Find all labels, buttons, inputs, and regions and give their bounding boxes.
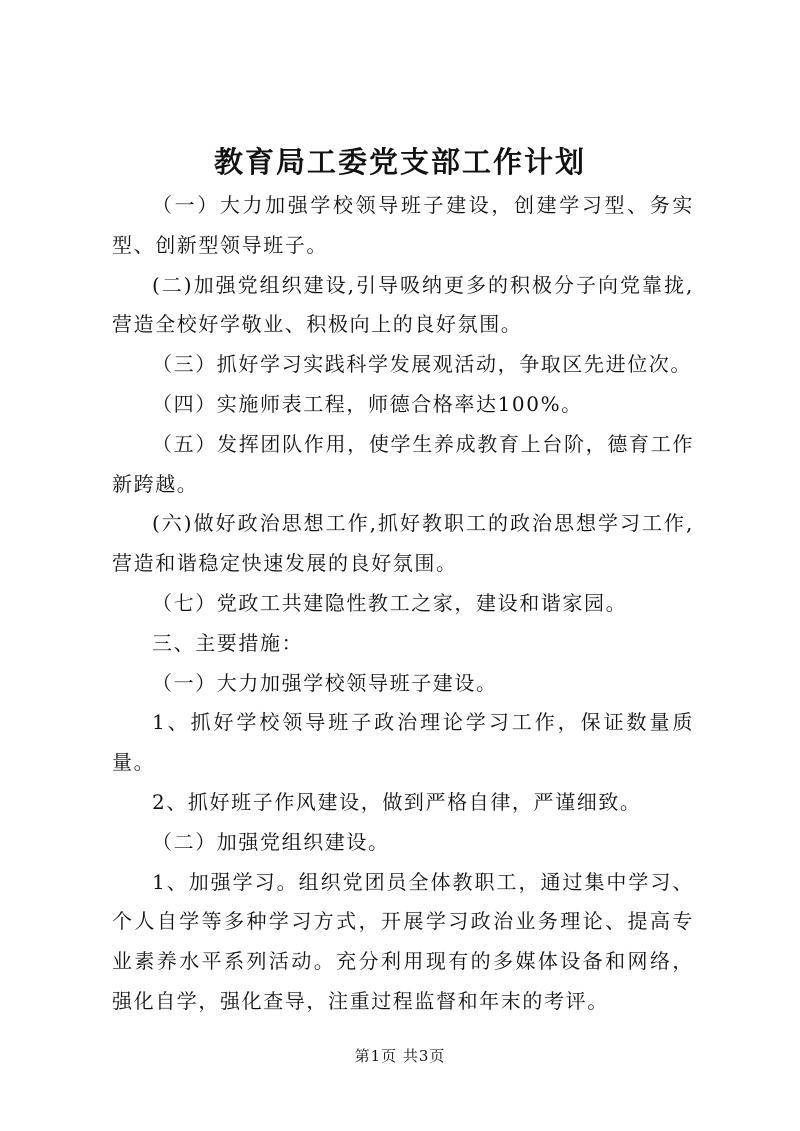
document-title: 教育局工委党支部工作计划 bbox=[213, 145, 586, 179]
paragraph: （二）加强党组织建设。 bbox=[152, 829, 390, 854]
paragraph: （一）大力加强学校领导班子建设，创建学习型、务实型、创新型领导班子。 bbox=[112, 193, 694, 257]
paragraph: 2、抓好班子作风建设，做到严格自律，严谨细致。 bbox=[152, 789, 642, 814]
page-number-footer: 第1页 共3页 bbox=[354, 1047, 446, 1065]
paragraph: （四）实施师表工程，师德合格率达100%。 bbox=[152, 391, 583, 416]
section-heading: 三、主要措施： bbox=[152, 630, 304, 655]
paragraph: （五）发挥团队作用，使学生养成教育上台阶，德育工作新跨越。 bbox=[112, 431, 694, 496]
paragraph: (六)做好政治思想工作,抓好教职工的政治思想学习工作,营造和谐稳定快速发展的良好氛围。 bbox=[112, 511, 694, 576]
paragraph: （一）大力加强学校领导班子建设。 bbox=[152, 670, 498, 695]
paragraph: （三）抓好学习实践科学发展观活动，争取区先进位次。 bbox=[152, 352, 692, 377]
paragraph: 1、抓好学校领导班子政治理论学习工作，保证数量质量。 bbox=[112, 710, 694, 775]
document-body bbox=[112, 186, 694, 1022]
paragraph: （七）党政工共建隐性教工之家，建设和谐家园。 bbox=[152, 590, 628, 615]
paragraph: 1、加强学习。组织党团员全体教职工，通过集中学习、个人自学等多种学习方式，开展学习政治业务理论、提高专业素养水平系列活动。充分利用现有的多媒体设备和网络，强化自学，强化查导，注重过程监督和年末的考评。 bbox=[112, 869, 694, 1013]
paragraph: (二)加强党组织建设,引导吸纳更多的积极分子向党靠拢,营造全校好学敬业、积极向上的良好氛围。 bbox=[112, 272, 694, 337]
